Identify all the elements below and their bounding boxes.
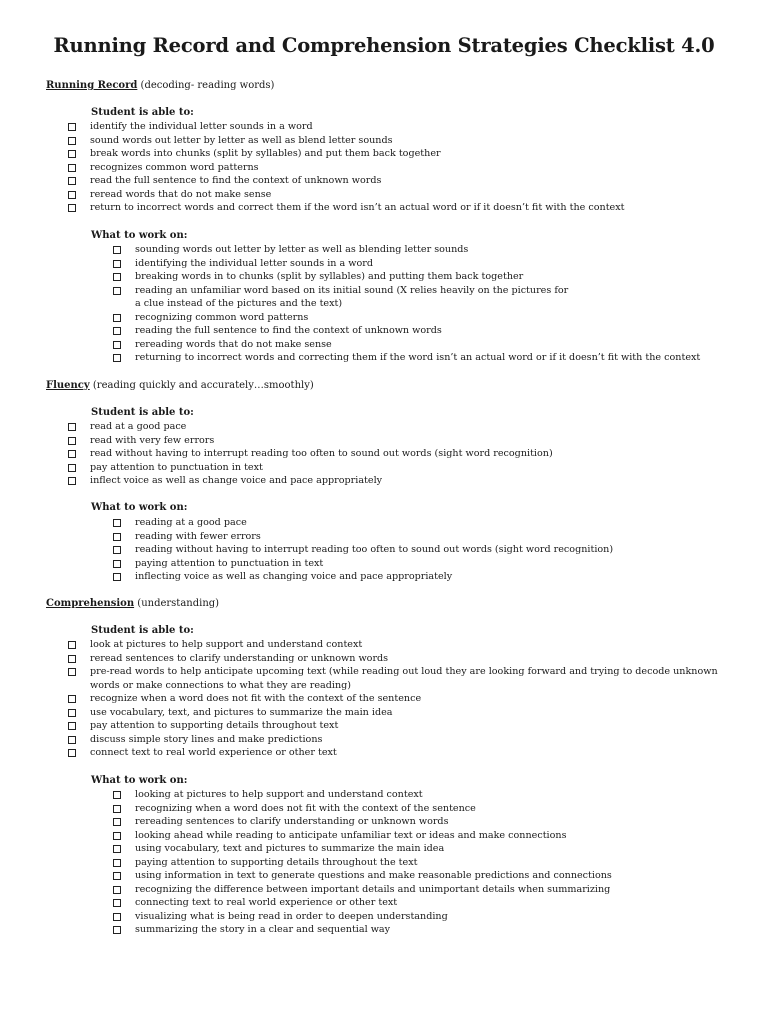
checkbox[interactable]	[68, 164, 76, 172]
checklist-item-text: inflect voice as well as change voice and pace appropriately	[90, 475, 383, 487]
checkbox[interactable]	[113, 832, 121, 840]
checkbox[interactable]	[113, 519, 121, 527]
checkbox[interactable]	[68, 177, 76, 185]
checklist-item	[113, 543, 613, 557]
checklist-item	[113, 815, 612, 829]
checklist-item-text: pay attention to punctuation in text	[90, 461, 263, 473]
checklist-item	[68, 665, 718, 692]
checklist-item	[113, 829, 612, 843]
checkbox[interactable]	[113, 246, 121, 254]
checklist-item	[113, 324, 700, 338]
checklist-item	[68, 706, 718, 720]
checklist-item	[68, 134, 625, 148]
checklist-item	[113, 842, 612, 856]
checkbox[interactable]	[113, 872, 121, 880]
checklist-item	[68, 652, 718, 666]
section-description: (reading quickly and accurately…smoothly)	[89, 380, 314, 391]
checklist-item	[68, 746, 718, 760]
checklist-item	[68, 434, 553, 448]
checklist-item	[68, 461, 553, 475]
checklist-item-text: discuss simple story lines and make predictions	[90, 733, 323, 745]
checkbox[interactable]	[68, 191, 76, 199]
checklist-item-text: read the full sentence to find the context of unknown words	[90, 175, 382, 187]
checkbox[interactable]	[68, 722, 76, 730]
able-label: Student is able to:	[91, 407, 194, 418]
checklist-item	[113, 923, 612, 937]
checkbox[interactable]	[113, 926, 121, 934]
checkbox[interactable]	[113, 573, 121, 581]
checklist-item	[113, 257, 700, 271]
checklist-item-text: connecting text to real world experience or other text	[135, 897, 398, 909]
checkbox[interactable]	[68, 641, 76, 649]
page-title: Running Record and Comprehension Strategies Checklist 4.0	[53, 34, 715, 57]
checklist-item-text: read without having to interrupt reading too often to sound out words (sight word recognition)	[90, 448, 553, 460]
checkbox[interactable]	[68, 150, 76, 158]
checklist-item	[68, 120, 625, 134]
checkbox[interactable]	[68, 137, 76, 145]
checkbox[interactable]	[113, 899, 121, 907]
checklist-item	[68, 147, 625, 161]
checklist-item	[68, 420, 553, 434]
checklist-item-text: connect text to real world experience or other text	[90, 747, 337, 759]
checklist-item	[68, 692, 718, 706]
checkbox[interactable]	[68, 749, 76, 757]
checkbox[interactable]	[113, 791, 121, 799]
checklist-item-text: recognizing common word patterns	[135, 311, 309, 323]
checklist-item-text: paying attention to punctuation in text	[135, 557, 324, 569]
checkbox[interactable]	[68, 464, 76, 472]
checklist-item	[68, 161, 625, 175]
checklist-item	[68, 719, 718, 733]
checklist-item	[113, 856, 612, 870]
checklist-item-text: visualizing what is being read in order to deepen understanding	[135, 910, 448, 922]
work-label: What to work on:	[91, 230, 188, 241]
checklist-item	[113, 570, 613, 584]
checklist-item	[113, 883, 612, 897]
checklist-item-text: return to incorrect words and correct them if the word isn’t an actual word or if it doesn’t fit with the context	[90, 202, 625, 214]
checklist-item-text: use vocabulary, text, and pictures to summarize the main idea	[90, 706, 393, 718]
checkbox[interactable]	[113, 314, 121, 322]
checklist-item-text: recognize when a word does not fit with the context of the sentence	[90, 693, 422, 705]
checkbox[interactable]	[68, 204, 76, 212]
section-title: Fluency	[46, 380, 90, 391]
checklist-item	[113, 270, 700, 284]
checklist-item-text: rereading words that do not make sense	[135, 338, 332, 350]
checkbox[interactable]	[68, 450, 76, 458]
checkbox[interactable]	[68, 423, 76, 431]
checklist-item-text: identifying the individual letter sounds in a word	[135, 257, 373, 269]
checklist-item	[113, 311, 700, 325]
checkbox[interactable]	[113, 327, 121, 335]
checklist-item	[113, 530, 613, 544]
checklist-item	[68, 174, 625, 188]
able-list	[68, 120, 625, 215]
checkbox[interactable]	[113, 354, 121, 362]
checklist-item	[113, 557, 613, 571]
checkbox[interactable]	[113, 560, 121, 568]
checkbox[interactable]	[113, 818, 121, 826]
checklist-item-text: pre-read words to help anticipate upcoming text (while reading out loud they are looking forward and trying to decode unknown	[90, 666, 718, 678]
section-title: Comprehension	[46, 598, 135, 609]
checklist-item-text: inflecting voice as well as changing voice and pace appropriately	[135, 571, 453, 583]
checklist-item-text: rereading sentences to clarify understanding or unknown words	[135, 816, 449, 828]
checklist-item	[68, 474, 553, 488]
checklist-item-text: read with very few errors	[90, 434, 215, 446]
checkbox[interactable]	[113, 287, 121, 295]
section-description: (decoding- reading words)	[137, 80, 275, 91]
checklist-item-text: look at pictures to help support and understand context	[90, 639, 363, 650]
work-list	[113, 516, 613, 584]
checklist-item-text: paying attention to supporting details throughout the text	[135, 856, 418, 868]
checkbox[interactable]	[68, 695, 76, 703]
checklist-item-text: reread words that do not make sense	[90, 188, 272, 200]
checklist-item	[113, 516, 613, 530]
checkbox[interactable]	[113, 859, 121, 867]
checkbox[interactable]	[113, 546, 121, 554]
section-heading-running-record	[46, 79, 274, 93]
work-label: What to work on:	[91, 502, 188, 513]
checklist-item-text: sound words out letter by letter as well as blend letter sounds	[90, 134, 393, 146]
checklist-item	[113, 896, 612, 910]
checklist-item-text: identify the individual letter sounds in a word	[90, 121, 313, 132]
checklist-item-text: read at a good pace	[90, 421, 187, 432]
checklist-item-text: recognizes common word patterns	[90, 161, 259, 173]
work-list	[113, 788, 612, 937]
checklist-item-text: a clue instead of the pictures and the text)	[135, 298, 343, 310]
checklist-item-text: reread sentences to clarify understanding or unknown words	[90, 652, 389, 664]
checklist-item-text: break words into chunks (split by syllables) and put them back together	[90, 148, 441, 160]
work-list	[113, 243, 700, 365]
checkbox[interactable]	[68, 477, 76, 485]
checklist-item-text: reading with fewer errors	[135, 530, 261, 542]
checkbox[interactable]	[68, 736, 76, 744]
checkbox[interactable]	[68, 655, 76, 663]
checklist-item-text: using vocabulary, text and pictures to summarize the main idea	[135, 843, 445, 855]
checklist-item	[68, 188, 625, 202]
checkbox[interactable]	[113, 260, 121, 268]
checklist-item	[113, 351, 700, 365]
checklist-item-text: sounding words out letter by letter as well as blending letter sounds	[135, 244, 469, 255]
able-label: Student is able to:	[91, 625, 194, 636]
checklist-item	[113, 284, 700, 311]
checklist-item	[113, 910, 612, 924]
checklist-item-text: recognizing the difference between important details and unimportant details when summarizing	[135, 883, 611, 895]
checklist-item	[113, 338, 700, 352]
checklist-item-text: words or make connections to what they are reading)	[90, 679, 352, 691]
checkbox[interactable]	[68, 709, 76, 717]
checklist-item-text: returning to incorrect words and correcting them if the word isn’t an actual word or if it doesn’t fit with the context	[135, 352, 701, 364]
checklist-item-text: pay attention to supporting details throughout text	[90, 720, 339, 732]
checklist-item	[68, 733, 718, 747]
checklist-item-text: looking at pictures to help support and understand context	[135, 789, 423, 800]
able-list	[68, 420, 553, 488]
section-heading-comprehension	[46, 597, 219, 611]
checkbox[interactable]	[68, 123, 76, 131]
checklist-item-text: reading without having to interrupt reading too often to sound out words (sight word recognition)	[135, 544, 614, 556]
section-heading-fluency	[46, 379, 314, 393]
checkbox[interactable]	[113, 886, 121, 894]
checkbox[interactable]	[113, 341, 121, 349]
work-label: What to work on:	[91, 775, 188, 786]
checkbox[interactable]	[113, 533, 121, 541]
checklist-item-text: reading at a good pace	[135, 517, 247, 528]
checklist-item-text: reading an unfamiliar word based on its initial sound (X relies heavily on the pictures for	[135, 284, 569, 296]
checklist-item-text: recognizing when a word does not fit with the context of the sentence	[135, 802, 476, 814]
checklist-item	[113, 869, 612, 883]
checkbox[interactable]	[113, 913, 121, 921]
checkbox[interactable]	[113, 805, 121, 813]
checklist-item	[113, 788, 612, 802]
able-label: Student is able to:	[91, 107, 194, 118]
section-description: (understanding)	[134, 598, 220, 609]
checklist-item	[68, 447, 553, 461]
section-title: Running Record	[46, 80, 138, 91]
checklist-item-text: looking ahead while reading to anticipate unfamiliar text or ideas and make connections	[135, 829, 567, 841]
checkbox[interactable]	[68, 437, 76, 445]
checklist-item-text: summarizing the story in a clear and sequential way	[135, 924, 391, 936]
checklist-item	[113, 802, 612, 816]
checklist-item-text: breaking words in to chunks (split by syllables) and putting them back together	[135, 271, 524, 283]
checklist-item	[68, 201, 625, 215]
checklist-item	[113, 243, 700, 257]
checklist-item-text: reading the full sentence to find the context of unknown words	[135, 325, 442, 337]
checkbox[interactable]	[68, 668, 76, 676]
checklist-item-text: using information in text to generate questions and make reasonable predictions and connections	[135, 870, 612, 882]
able-list	[68, 638, 718, 760]
checkbox[interactable]	[113, 845, 121, 853]
checkbox[interactable]	[113, 273, 121, 281]
checklist-item	[68, 638, 718, 652]
